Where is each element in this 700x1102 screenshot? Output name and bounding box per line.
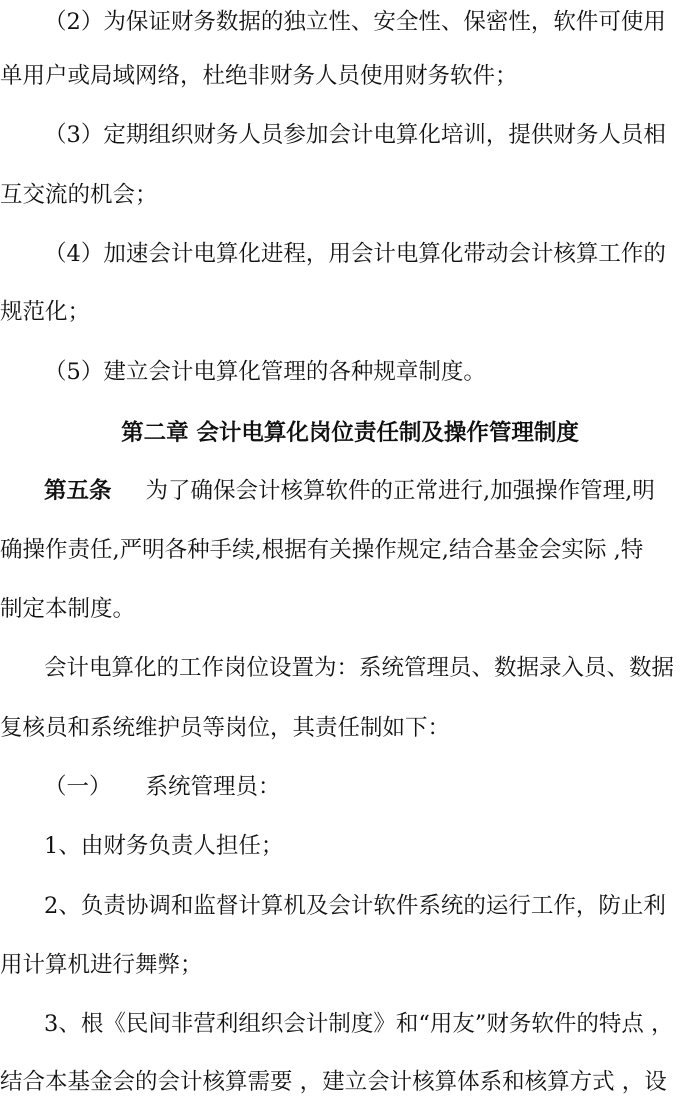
duty-3-line-1: 3、根《民间非营利组织会计制度》和“用友”财务软件的特点 ， (44, 1011, 674, 1037)
duty-1-line-1: 1、由财务负责人担任； (44, 833, 284, 859)
article-5-text-1: 为了确保会计核算软件的正常进行,加强操作管理,明 (145, 478, 655, 504)
chapter-heading: 第二章 会计电算化岗位责任制及操作管理制度 (121, 420, 579, 446)
duty-2-line-1: 2、负责协调和监督计算机及会计软件系统的运行工作，防止利 (44, 893, 666, 919)
positions-intro-line-1: 会计电算化的工作岗位设置为：系统管理员、数据录入员、数据 (44, 655, 675, 681)
article-5-line-3: 制定本制度。 (0, 596, 136, 622)
item-2-line-2: 单用户或局域网络，杜绝非财务人员使用财务软件； (0, 63, 518, 89)
section-1-heading (0, 767, 700, 807)
article-5-line-1 (0, 471, 700, 511)
item-2-line-1: （2）为保证财务数据的独立性、安全性、保密性，软件可使用 (44, 9, 666, 35)
section-1-title: 系统管理员： (145, 774, 281, 800)
duty-2-line-2: 用计算机进行舞弊； (0, 952, 203, 978)
item-3-line-2: 互交流的机会； (0, 182, 158, 208)
article-5-line-2: 确操作责任,严明各种手续,根据有关操作规定,结合基金会实际 ,特 (0, 537, 644, 563)
section-1-number: （一） (44, 774, 112, 800)
positions-intro-line-2: 复核员和系统维护员等岗位，其责任制如下： (0, 715, 451, 741)
duty-3-line-2: 结合本基金会的会计核算需要 ，建立会计核算体系和核算方式 ，设 (0, 1069, 667, 1095)
item-4-line-1: （4）加速会计电算化进程，用会计电算化带动会计核算工作的 (44, 241, 666, 267)
item-5-line-1: （5）建立会计电算化管理的各种规章制度。 (44, 359, 486, 385)
article-5-label: 第五条 (44, 478, 112, 504)
item-4-line-2: 规范化； (0, 299, 91, 325)
item-3-line-1: （3）定期组织财务人员参加会计电算化培训，提供财务人员相 (44, 122, 666, 148)
